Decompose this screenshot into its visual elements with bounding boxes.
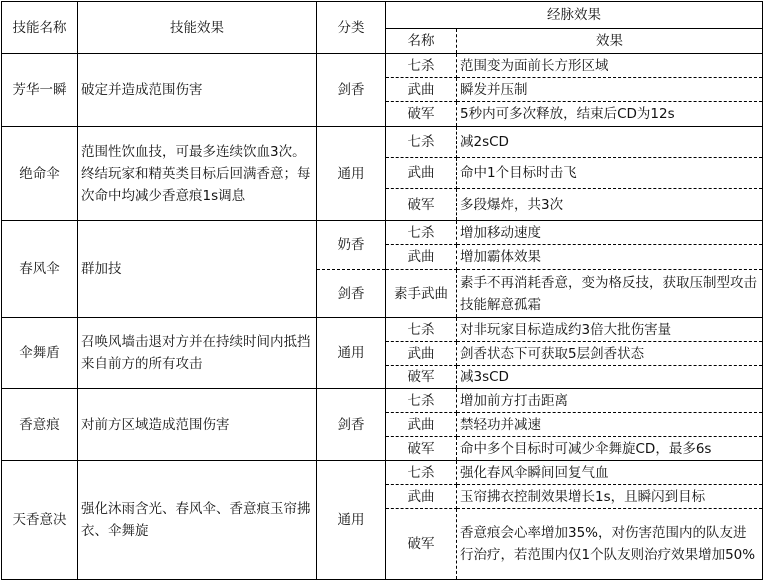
skill-category: 剑香 [317,389,386,461]
meridian-effect: 5秒内可多次释放，结束后CD为12s [457,102,763,127]
meridian-name: 七杀 [386,127,457,158]
meridian-name: 破军 [386,509,457,580]
skill-name: 香意痕 [2,389,78,461]
skill-name: 天香意决 [2,461,78,580]
skill-name: 春风伞 [2,221,78,318]
skill-category: 通用 [317,318,386,389]
meridian-name: 武曲 [386,245,457,270]
skill-effect: 破定并造成范围伤害 [78,54,317,127]
skill-effect: 群加技 [78,221,317,318]
meridian-name: 破军 [386,102,457,127]
meridian-effect: 命中多个目标时可减少伞舞旋CD，最多6s [457,437,763,461]
meridian-effect: 增加前方打击距离 [457,389,763,413]
header-skill-name: 技能名称 [2,2,78,54]
meridian-name: 破军 [386,437,457,461]
header-meridian-effect-col: 效果 [457,29,763,54]
meridian-effect: 多段爆炸，共3次 [457,189,763,221]
meridian-effect: 减2sCD [457,127,763,158]
meridian-name: 七杀 [386,389,457,413]
meridian-effect: 范围变为面前长方形区域 [457,54,763,78]
meridian-name: 武曲 [386,78,457,102]
skill-name: 伞舞盾 [2,318,78,389]
meridian-name: 七杀 [386,461,457,485]
header-meridian-effect: 经脉效果 [386,2,763,29]
meridian-name: 武曲 [386,158,457,189]
table-row [2,221,763,245]
meridian-name: 七杀 [386,221,457,245]
header-category: 分类 [317,2,386,54]
skill-category: 剑香 [317,54,386,127]
meridian-name: 素手武曲 [386,270,457,318]
meridian-name: 武曲 [386,413,457,437]
meridian-name: 武曲 [386,485,457,509]
header-meridian-name: 名称 [386,29,457,54]
table-row [2,461,763,485]
skill-effect: 强化沐雨含光、春风伞、香意痕玉帘拂衣、伞舞旋 [78,461,317,580]
meridian-name: 武曲 [386,342,457,366]
table-row [2,389,763,413]
meridian-effect: 命中1个目标时击飞 [457,158,763,189]
meridian-effect: 对非玩家目标造成约3倍大批伤害量 [457,318,763,342]
meridian-effect: 香意痕会心率增加35%，对伤害范围内的队友进行治疗，若范围内仅1个队友则治疗效果增加50% [457,509,763,580]
skill-effect: 范围性饮血技，可最多连续饮血3次。终结玩家和精英类目标后回满香意；每次命中均减少香意痕1s调息 [78,127,317,221]
meridian-effect: 瞬发并压制 [457,78,763,102]
skill-effect: 召唤风墙击退对方并在持续时间内抵挡来自前方的所有攻击 [78,318,317,389]
skill-name: 芳华一瞬 [2,54,78,127]
meridian-effect: 玉帘拂衣控制效果增长1s，且瞬闪到目标 [457,485,763,509]
meridian-effect: 强化春风伞瞬间回复气血 [457,461,763,485]
skill-effect: 对前方区域造成范围伤害 [78,389,317,461]
meridian-effect: 禁轻功并减速 [457,413,763,437]
meridian-effect: 素手不再消耗香意，变为格反技，获取压制型攻击技能解意孤霜 [457,270,763,318]
meridian-name: 七杀 [386,318,457,342]
table-row [2,318,763,342]
meridian-effect: 增加移动速度 [457,221,763,245]
table-row [2,127,763,158]
skill-category: 通用 [317,127,386,221]
meridian-name: 破军 [386,189,457,221]
table-row [2,54,763,78]
meridian-name: 破军 [386,366,457,389]
skill-category: 奶香 [317,221,386,270]
meridian-effect: 剑香状态下可获取5层剑香状态 [457,342,763,366]
meridian-name: 七杀 [386,54,457,78]
header-skill-effect: 技能效果 [78,2,317,54]
skill-name: 绝命伞 [2,127,78,221]
skill-category: 剑香 [317,270,386,318]
skill-category: 通用 [317,461,386,580]
meridian-effect: 减3sCD [457,366,763,389]
meridian-effect: 增加霸体效果 [457,245,763,270]
skill-table [1,1,763,580]
